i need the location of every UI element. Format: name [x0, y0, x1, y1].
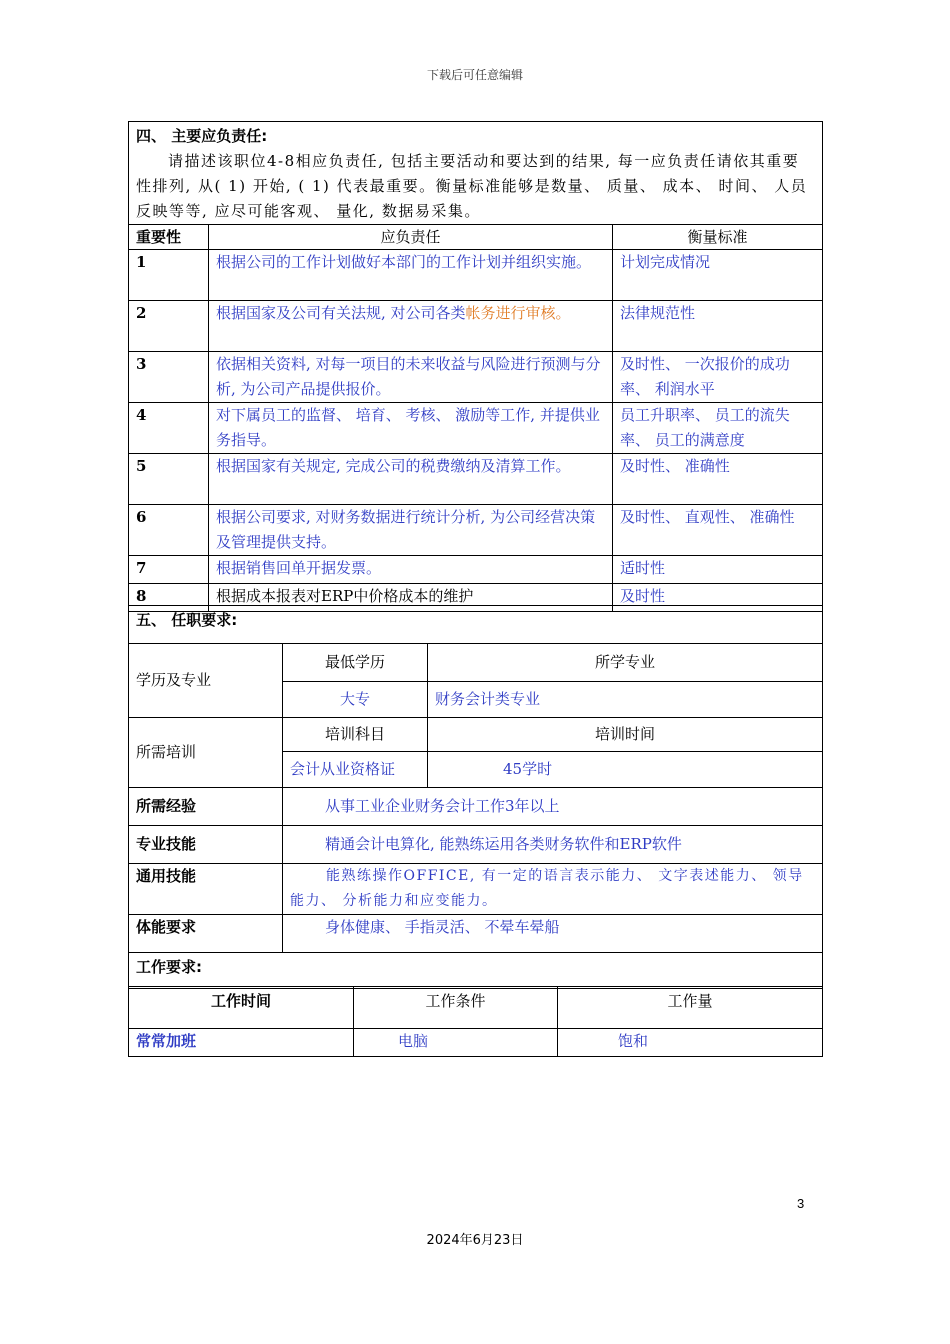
- skill-value: 精通会计电算化, 能熟练运用各类财务软件和ERP软件: [283, 826, 823, 864]
- table-row: [129, 454, 823, 505]
- duty-text: 根据国家及公司有关法规, 对公司各类: [216, 304, 466, 322]
- rank-cell: 2: [129, 301, 209, 352]
- major-value: 财务会计类专业: [428, 682, 823, 718]
- col-standard-header: 衡量标准: [613, 225, 823, 250]
- work-condition-value: 电脑: [354, 1029, 558, 1057]
- table-row: [129, 556, 823, 584]
- work-time-value: 常常加班: [129, 1029, 354, 1057]
- education-label: 学历及专业: [129, 644, 283, 718]
- duty-cell: 根据公司的工作计划做好本部门的工作计划并组织实施。: [209, 250, 613, 301]
- requirements-table: [128, 605, 823, 989]
- work-time-header: 工作时间: [129, 987, 354, 1029]
- skill-label: 专业技能: [129, 826, 283, 864]
- rank-cell: 4: [129, 403, 209, 454]
- work-amount-header: 工作量: [558, 987, 823, 1029]
- duty-cell: 根据国家有关规定, 完成公司的税费缴纳及清算工作。: [209, 454, 613, 505]
- rank-cell: 5: [129, 454, 209, 505]
- table-row: [129, 403, 823, 454]
- general-skill-label: 通用技能: [129, 864, 283, 915]
- section4-title: 四、 主要应负责任:: [136, 127, 268, 145]
- training-subject-value: 会计从业资格证: [283, 752, 428, 788]
- duty-cell: 依据相关资料, 对每一项目的未来收益与风险进行预测与分析, 为公司产品提供报价。: [209, 352, 613, 403]
- physical-label: 体能要求: [129, 915, 283, 953]
- rank-cell: 6: [129, 505, 209, 556]
- experience-value: 从事工业企业财务会计工作3年以上: [283, 788, 823, 826]
- standard-cell: 法律规范性: [613, 301, 823, 352]
- section4-intro: 请描述该职位4-8相应负责任, 包括主要活动和要达到的结果, 每一应负责任请依其重要性排列, 从( 1) 开始, ( 1) 代表最重要。衡量标准能够是数量、 质量、 成本、 时间、 人员反映等等, 应尽可能客观、 量化, 数据易采集。: [136, 152, 808, 220]
- general-skill-value: 能熟练操作OFFICE, 有一定的语言表示能力、 文字表述能力、 领导能力、 分析能力和应变能力。: [283, 864, 823, 915]
- duty-cell: 根据销售回单开据发票。: [209, 556, 613, 584]
- training-time-value: 45学时: [428, 752, 823, 788]
- page-number: 3: [797, 1196, 805, 1211]
- work-table: [128, 986, 823, 1057]
- col-importance-header: 重要性: [129, 225, 209, 250]
- rank-cell: 1: [129, 250, 209, 301]
- rank-cell: 8: [129, 584, 209, 612]
- col-duty-header: 应负责任: [209, 225, 613, 250]
- standard-cell: 及时性、 直观性、 准确性: [613, 505, 823, 556]
- work-amount-value: 饱和: [558, 1029, 823, 1057]
- table-row: [129, 250, 823, 301]
- major-header: 所学专业: [428, 644, 823, 682]
- duty-cell: 根据公司要求, 对财务数据进行统计分析, 为公司经营决策及管理提供支持。: [209, 505, 613, 556]
- standard-cell: 及时性、 一次报价的成功率、 利润水平: [613, 352, 823, 403]
- footer-date: 2024年6月23日: [426, 1233, 524, 1248]
- table-row: [129, 505, 823, 556]
- table-row: [129, 352, 823, 403]
- work-condition-header: 工作条件: [354, 987, 558, 1029]
- standard-cell: 员工升职率、 员工的流失率、 员工的满意度: [613, 403, 823, 454]
- training-subject-header: 培训科目: [283, 718, 428, 752]
- duty-highlight: 帐务进行审核。: [465, 304, 571, 322]
- duty-cell: [209, 301, 613, 352]
- physical-value: 身体健康、 手指灵活、 不晕车晕船: [283, 915, 823, 953]
- section5-title: 五、 任职要求:: [129, 606, 823, 644]
- header-note: 下载后可任意编辑: [426, 68, 523, 82]
- duty-cell: 对下属员工的监督、 培育、 考核、 激励等工作, 并提供业务指导。: [209, 403, 613, 454]
- table-row: [129, 301, 823, 352]
- duty-cell: 根据成本报表对ERP中价格成本的维护: [209, 584, 613, 612]
- standard-cell: 适时性: [613, 556, 823, 584]
- training-time-header: 培训时间: [428, 718, 823, 752]
- min-education-header: 最低学历: [283, 644, 428, 682]
- standard-cell: 及时性: [613, 584, 823, 612]
- responsibilities-table: [128, 121, 823, 612]
- standard-cell: 及时性、 准确性: [613, 454, 823, 505]
- rank-cell: 7: [129, 556, 209, 584]
- rank-cell: 3: [129, 352, 209, 403]
- training-label: 所需培训: [129, 718, 283, 788]
- min-education-value: 大专: [283, 682, 428, 718]
- standard-cell: 计划完成情况: [613, 250, 823, 301]
- experience-label: 所需经验: [129, 788, 283, 826]
- work-title: 工作要求:: [129, 953, 823, 989]
